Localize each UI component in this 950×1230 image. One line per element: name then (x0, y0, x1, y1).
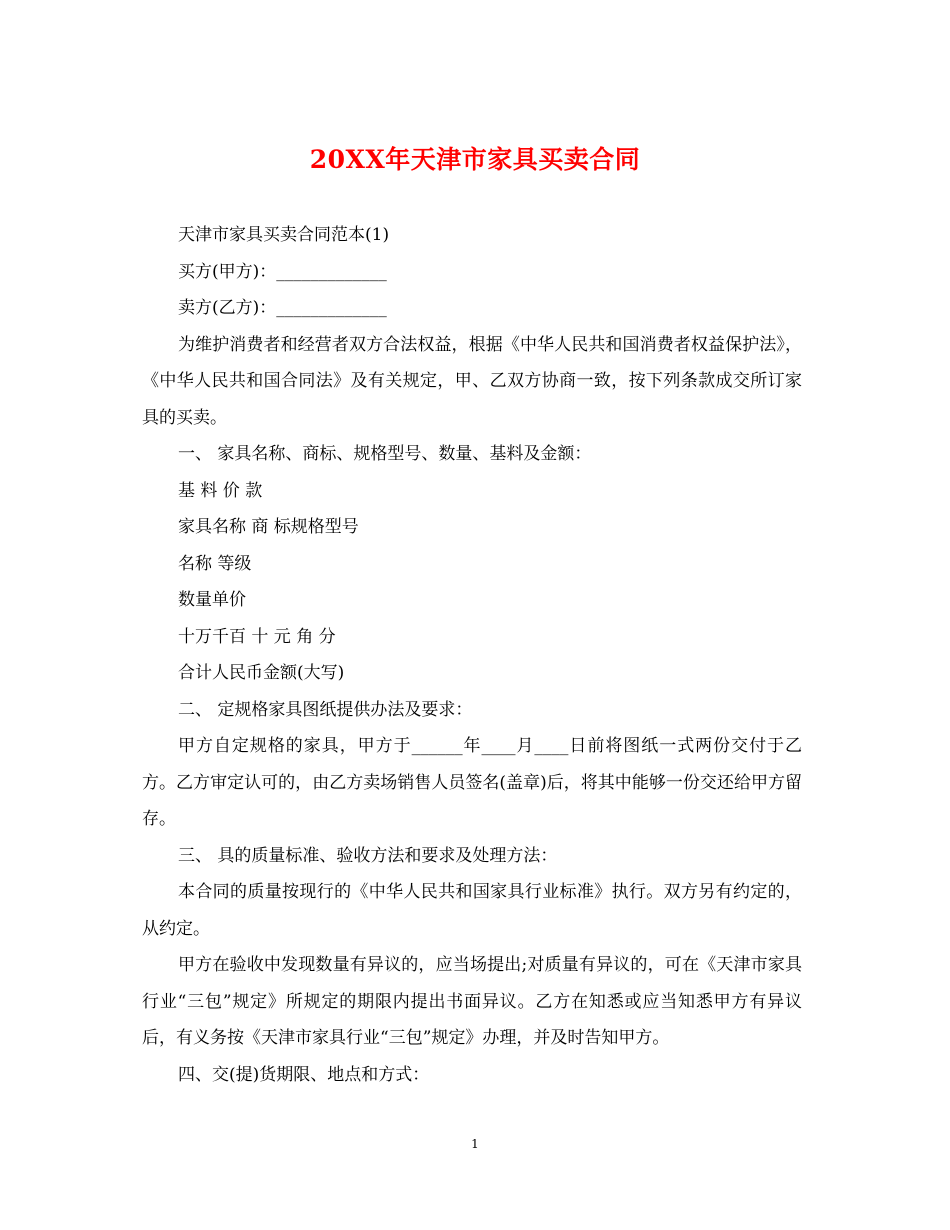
section-1-heading: 一、 家具名称、商标、规格型号、数量、基料及金额： (178, 444, 592, 464)
paragraph-contract-sample: 天津市家具买卖合同范本(1) (178, 225, 390, 245)
document-body (142, 217, 802, 1093)
table-line-base-price: 基 料 价 款 (178, 480, 263, 501)
section-2-heading: 二、 定规格家具图纸提供办法及要求： (178, 699, 473, 720)
document-title: 20XX年天津市家具买卖合同 (309, 145, 641, 174)
paragraph-preamble: 为维护消费者和经营者双方合法权益，根据《中华人民共和国消费者权益保护法》，《中华人民共和国合同法》及有关规定，甲、乙双方协商一致，按下列条款成交所订家具的买卖。 (142, 334, 802, 428)
table-line-name-grade: 名称 等级 (178, 553, 252, 574)
section-4-heading: 四、交(提)货期限、地点和方式： (178, 1064, 430, 1085)
paragraph-drawings: 甲方自定规格的家具，甲方于______年____月____日前将图纸一式两份交付于乙方。乙方审定认可的，由乙方卖场销售人员签名(盖章)后，将其中能够一份交还给甲方留存。 (142, 736, 802, 829)
table-line-amount-units: 十万千百 十 元 角 分 (178, 626, 336, 647)
paragraph-seller: 卖方(乙方)：_____________ (178, 298, 387, 318)
paragraph-objections: 甲方在验收中发现数量有异议的，应当场提出;对质量有异议的，可在《天津市家具行业“三包”规定》所规定的期限内提出书面异议。乙方在知悉或应当知悉甲方有异议后，有义务按《天津市家具行业“三包”规定》办理，并及时告知甲方。 (142, 955, 802, 1048)
paragraph-buyer: 买方(甲方)：_____________ (178, 261, 387, 282)
paragraph-quality-standard: 本合同的质量按现行的《中华人民共和国家具行业标准》执行。双方另有约定的，从约定。 (142, 882, 802, 939)
table-line-total: 合计人民币金额(大写) (178, 663, 345, 683)
section-3-heading: 三、 具的质量标准、验收方法和要求及处理方法： (178, 845, 558, 866)
table-line-quantity-price: 数量单价 (178, 590, 246, 610)
table-line-furniture-name: 家具名称 商 标规格型号 (178, 517, 359, 537)
page-number: 1 (471, 1137, 479, 1151)
